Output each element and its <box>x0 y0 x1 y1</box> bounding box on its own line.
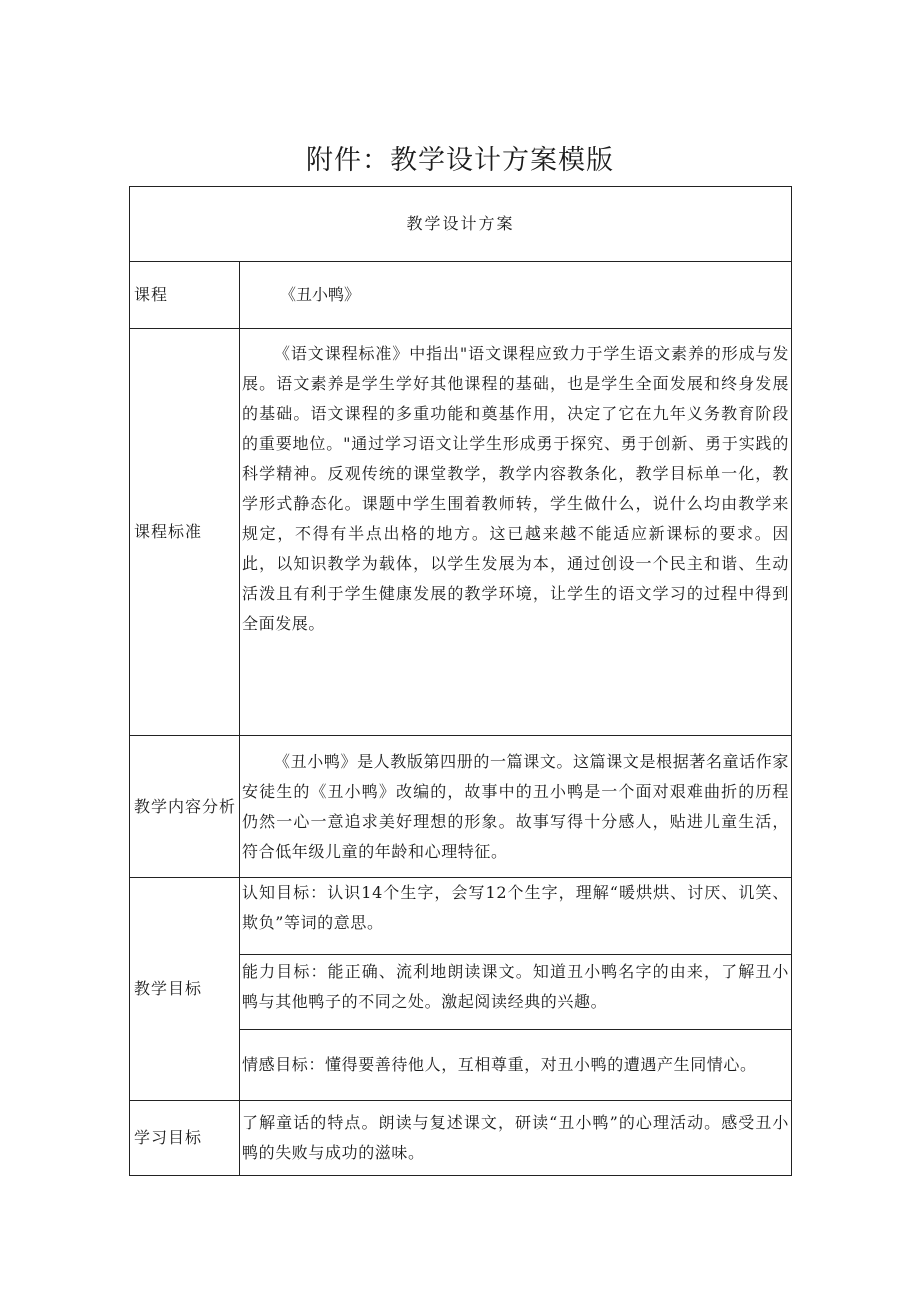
content-analysis-text: 《丑小鸭》是人教版第四册的一篇课文。这篇课文是根据著名童话作家安徒生的《丑小鸭》改编的，故事中的丑小鸭是一个面对艰难曲折的历程仍然一心一意追求美好理想的形象。故事写得十分感人，贴进儿童生活，符合低年级儿童的年龄和心理特征。 <box>240 736 792 878</box>
teaching-plan-table <box>129 186 792 1176</box>
content-analysis-label: 教学内容分析 <box>130 736 240 878</box>
learning-goals-text: 了解童话的特点。朗读与复述课文，研读“丑小鸭”的心理活动。感受丑小鸭的失败与成功的滋味。 <box>240 1101 792 1176</box>
cognitive-goal: 认知目标：认识14个生字，会写12个生字，理解“暖烘烘、讨厌、讥笑、欺负”等词的意思。 <box>240 878 792 955</box>
table-row <box>130 1101 792 1176</box>
table-row <box>130 329 792 736</box>
emotional-goal: 情感目标：懂得要善待他人，互相尊重，对丑小鸭的遭遇产生同情心。 <box>240 1030 792 1101</box>
table-row <box>130 878 792 955</box>
page-title: 附件：教学设计方案模版 <box>306 145 614 176</box>
table-header-row <box>130 187 792 262</box>
table-header: 教学设计方案 <box>130 187 792 262</box>
course-label: 课程 <box>130 262 240 329</box>
standard-label: 课程标准 <box>130 329 240 736</box>
course-value: 《丑小鸭》 <box>240 262 792 329</box>
table-row <box>130 262 792 329</box>
teaching-goals-label: 教学目标 <box>130 878 240 1101</box>
standard-text: 《语文课程标准》中指出"语文课程应致力于学生语文素养的形成与发展。语文素养是学生学好其他课程的基础，也是学生全面发展和终身发展的基础。语文课程的多重功能和奠基作用，决定了它在九年义务教育阶段的重要地位。"通过学习语文让学生形成勇于探究、勇于创新、勇于实践的科学精神。反观传统的课堂教学，教学内容教条化，教学目标单一化，教学形式静态化。课题中学生围着教师转，学生做什么，说什么均由教学来规定，不得有半点出格的地方。这已越来越不能适应新课标的要求。因此，以知识教学为载体，以学生发展为本，通过创设一个民主和谐、生动活泼且有利于学生健康发展的教学环境，让学生的语文学习的过程中得到全面发展。 <box>240 329 792 736</box>
ability-goal: 能力目标：能正确、流利地朗读课文。知道丑小鸭名字的由来，了解丑小鸭与其他鸭子的不同之处。激起阅读经典的兴趣。 <box>240 955 792 1030</box>
table-row <box>130 736 792 878</box>
learning-goals-label: 学习目标 <box>130 1101 240 1176</box>
